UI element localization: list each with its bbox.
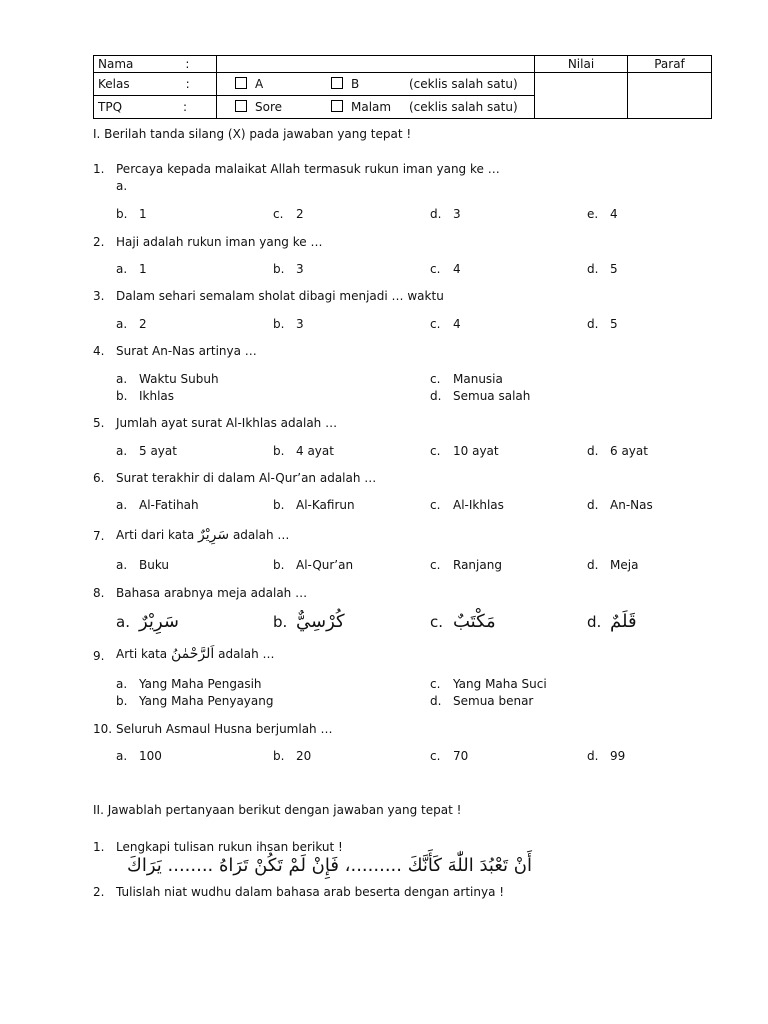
q8-choice-b[interactable]: b. كُرْسِيٌّ [273, 611, 345, 632]
s2-q1-text: Lengkapi tulisan rukun ihsan berikut ! [116, 840, 343, 854]
q9-text: Arti kata اَلرَّحْمٰنُ adalah … [116, 646, 275, 662]
kelas-label-cell [94, 73, 217, 96]
nilai-box-lower [535, 96, 628, 119]
q8-choice-a[interactable]: a. سَرِيْرٌ [116, 611, 179, 632]
q7-choice-a[interactable]: a. Buku [116, 558, 170, 572]
nama-field[interactable] [217, 56, 535, 73]
q9-choice-b[interactable]: b. Yang Maha Penyayang [116, 694, 274, 708]
q1-extra-letter: a. [116, 179, 128, 193]
q4-text: Surat An-Nas artinya … [116, 344, 257, 358]
q6-choice-a[interactable]: a. Al-Fatihah [116, 498, 199, 512]
q7-text: Arti dari kata سَرِيْرٌ adalah … [116, 527, 290, 543]
q4-choice-a[interactable]: a. Waktu Subuh [116, 372, 219, 386]
q6-number: 6. [93, 471, 105, 485]
section1-instruction: I. Berilah tanda silang (X) pada jawaban yang tepat ! [93, 127, 412, 141]
kelas-a-label: A [255, 77, 264, 91]
q4-choice-d[interactable]: d. Semua salah [430, 389, 531, 403]
q4-choice-c[interactable]: c. Manusia [430, 372, 503, 386]
q2-text: Haji adalah rukun iman yang ke … [116, 235, 323, 249]
kelas-colon: : [185, 77, 190, 91]
paraf-box-lower [628, 96, 712, 119]
q4-number: 4. [93, 344, 105, 358]
q6-choice-d[interactable]: d. An-Nas [587, 498, 653, 512]
q2-choice-b[interactable]: b. 3 [273, 262, 304, 276]
student-info-table [93, 55, 712, 119]
q9-number: 9. [93, 649, 105, 663]
q9-choice-d[interactable]: d. Semua benar [430, 694, 534, 708]
q8-number: 8. [93, 586, 105, 600]
tpq-sore-checkbox[interactable] [235, 100, 247, 112]
q2-choice-a[interactable]: a. 1 [116, 262, 147, 276]
q8-choice-d[interactable]: d. قَلَمٌ [587, 611, 637, 632]
section2-instruction: II. Jawablah pertanyaan berikut dengan jawaban yang tepat ! [93, 803, 462, 817]
q1-choice-c[interactable]: c. 2 [273, 207, 304, 221]
q10-choice-c[interactable]: c. 70 [430, 749, 469, 763]
q10-choice-d[interactable]: d. 99 [587, 749, 626, 763]
q3-choice-d[interactable]: d. 5 [587, 317, 618, 331]
kelas-label: Kelas [98, 77, 130, 91]
kelas-b-label: B [351, 77, 360, 91]
q1-text: Percaya kepada malaikat Allah termasuk rukun iman yang ke … [116, 162, 500, 176]
q3-number: 3. [93, 289, 105, 303]
q9-arabic-word: اَلرَّحْمٰنُ [170, 646, 215, 662]
paraf-box[interactable] [628, 73, 712, 96]
q2-choice-d[interactable]: d. 5 [587, 262, 618, 276]
tpq-label-cell [94, 96, 217, 119]
q6-choice-b[interactable]: b. Al-Kafirun [273, 498, 355, 512]
tpq-malam-checkbox[interactable] [331, 100, 343, 112]
paraf-header: Paraf [628, 56, 712, 73]
q1-choice-b[interactable]: b. 1 [116, 207, 147, 221]
tpq-ceklis-note: (ceklis salah satu) [409, 100, 518, 114]
q7-number: 7. [93, 529, 105, 543]
nama-label: Nama [98, 57, 134, 71]
s2-q2-text: Tulislah niat wudhu dalam bahasa arab beserta dengan artinya ! [116, 885, 505, 899]
q7-choice-d[interactable]: d. Meja [587, 558, 639, 572]
nilai-box[interactable] [535, 73, 628, 96]
q5-number: 5. [93, 416, 105, 430]
nilai-header: Nilai [535, 56, 628, 73]
q2-choice-c[interactable]: c. 4 [430, 262, 461, 276]
q1-choice-d[interactable]: d. 3 [430, 207, 461, 221]
q8-text: Bahasa arabnya meja adalah … [116, 586, 308, 600]
tpq-sore-label: Sore [255, 100, 283, 114]
q9-choice-a[interactable]: a. Yang Maha Pengasih [116, 677, 262, 691]
q6-text: Surat terakhir di dalam Al-Qur’an adalah … [116, 471, 377, 485]
rukun-ihsan-arabic: أَنْ تَعْبُدَ اللّٰهَ كَأَنَّكَ .........، فَإِنْ لَمْ تَكُنْ تَرَاهُ ........ يَرَاكَ [127, 855, 532, 876]
q6-choice-c[interactable]: c. Al-Ikhlas [430, 498, 504, 512]
q7-choice-c[interactable]: c. Ranjang [430, 558, 502, 572]
q8-choice-c[interactable]: c. مَكْتَبٌ [430, 611, 496, 632]
kelas-ceklis-note: (ceklis salah satu) [409, 77, 518, 91]
nama-colon: : [185, 57, 190, 71]
q3-text: Dalam sehari semalam sholat dibagi menjadi … waktu [116, 289, 444, 303]
q9-choice-c[interactable]: c. Yang Maha Suci [430, 677, 547, 691]
q5-choice-b[interactable]: b. 4 ayat [273, 444, 334, 458]
q7-arabic-word: سَرِيْرٌ [198, 527, 230, 543]
tpq-colon: : [183, 100, 188, 114]
tpq-malam-label: Malam [351, 100, 392, 114]
q3-choice-a[interactable]: a. 2 [116, 317, 147, 331]
q1-choice-e[interactable]: e. 4 [587, 207, 618, 221]
tpq-label: TPQ [98, 100, 123, 114]
q5-choice-c[interactable]: c. 10 ayat [430, 444, 499, 458]
q10-number: 10. [93, 722, 113, 736]
q10-text: Seluruh Asmaul Husna berjumlah … [116, 722, 333, 736]
s2-q1-number: 1. [93, 840, 105, 854]
q2-number: 2. [93, 235, 105, 249]
q3-choice-c[interactable]: c. 4 [430, 317, 461, 331]
nama-label-cell [94, 56, 217, 73]
q3-choice-b[interactable]: b. 3 [273, 317, 304, 331]
q4-choice-b[interactable]: b. Ikhlas [116, 389, 175, 403]
q7-choice-b[interactable]: b. Al-Qur’an [273, 558, 354, 572]
q1-number: 1. [93, 162, 105, 176]
q10-choice-b[interactable]: b. 20 [273, 749, 312, 763]
s2-q2-number: 2. [93, 885, 105, 899]
q5-text: Jumlah ayat surat Al-Ikhlas adalah … [116, 416, 338, 430]
tpq-options-cell [217, 96, 535, 119]
kelas-options-cell [217, 73, 535, 96]
q5-choice-d[interactable]: d. 6 ayat [587, 444, 648, 458]
q10-choice-a[interactable]: a. 100 [116, 749, 162, 763]
kelas-b-checkbox[interactable] [331, 77, 343, 89]
kelas-a-checkbox[interactable] [235, 77, 247, 89]
q5-choice-a[interactable]: a. 5 ayat [116, 444, 177, 458]
